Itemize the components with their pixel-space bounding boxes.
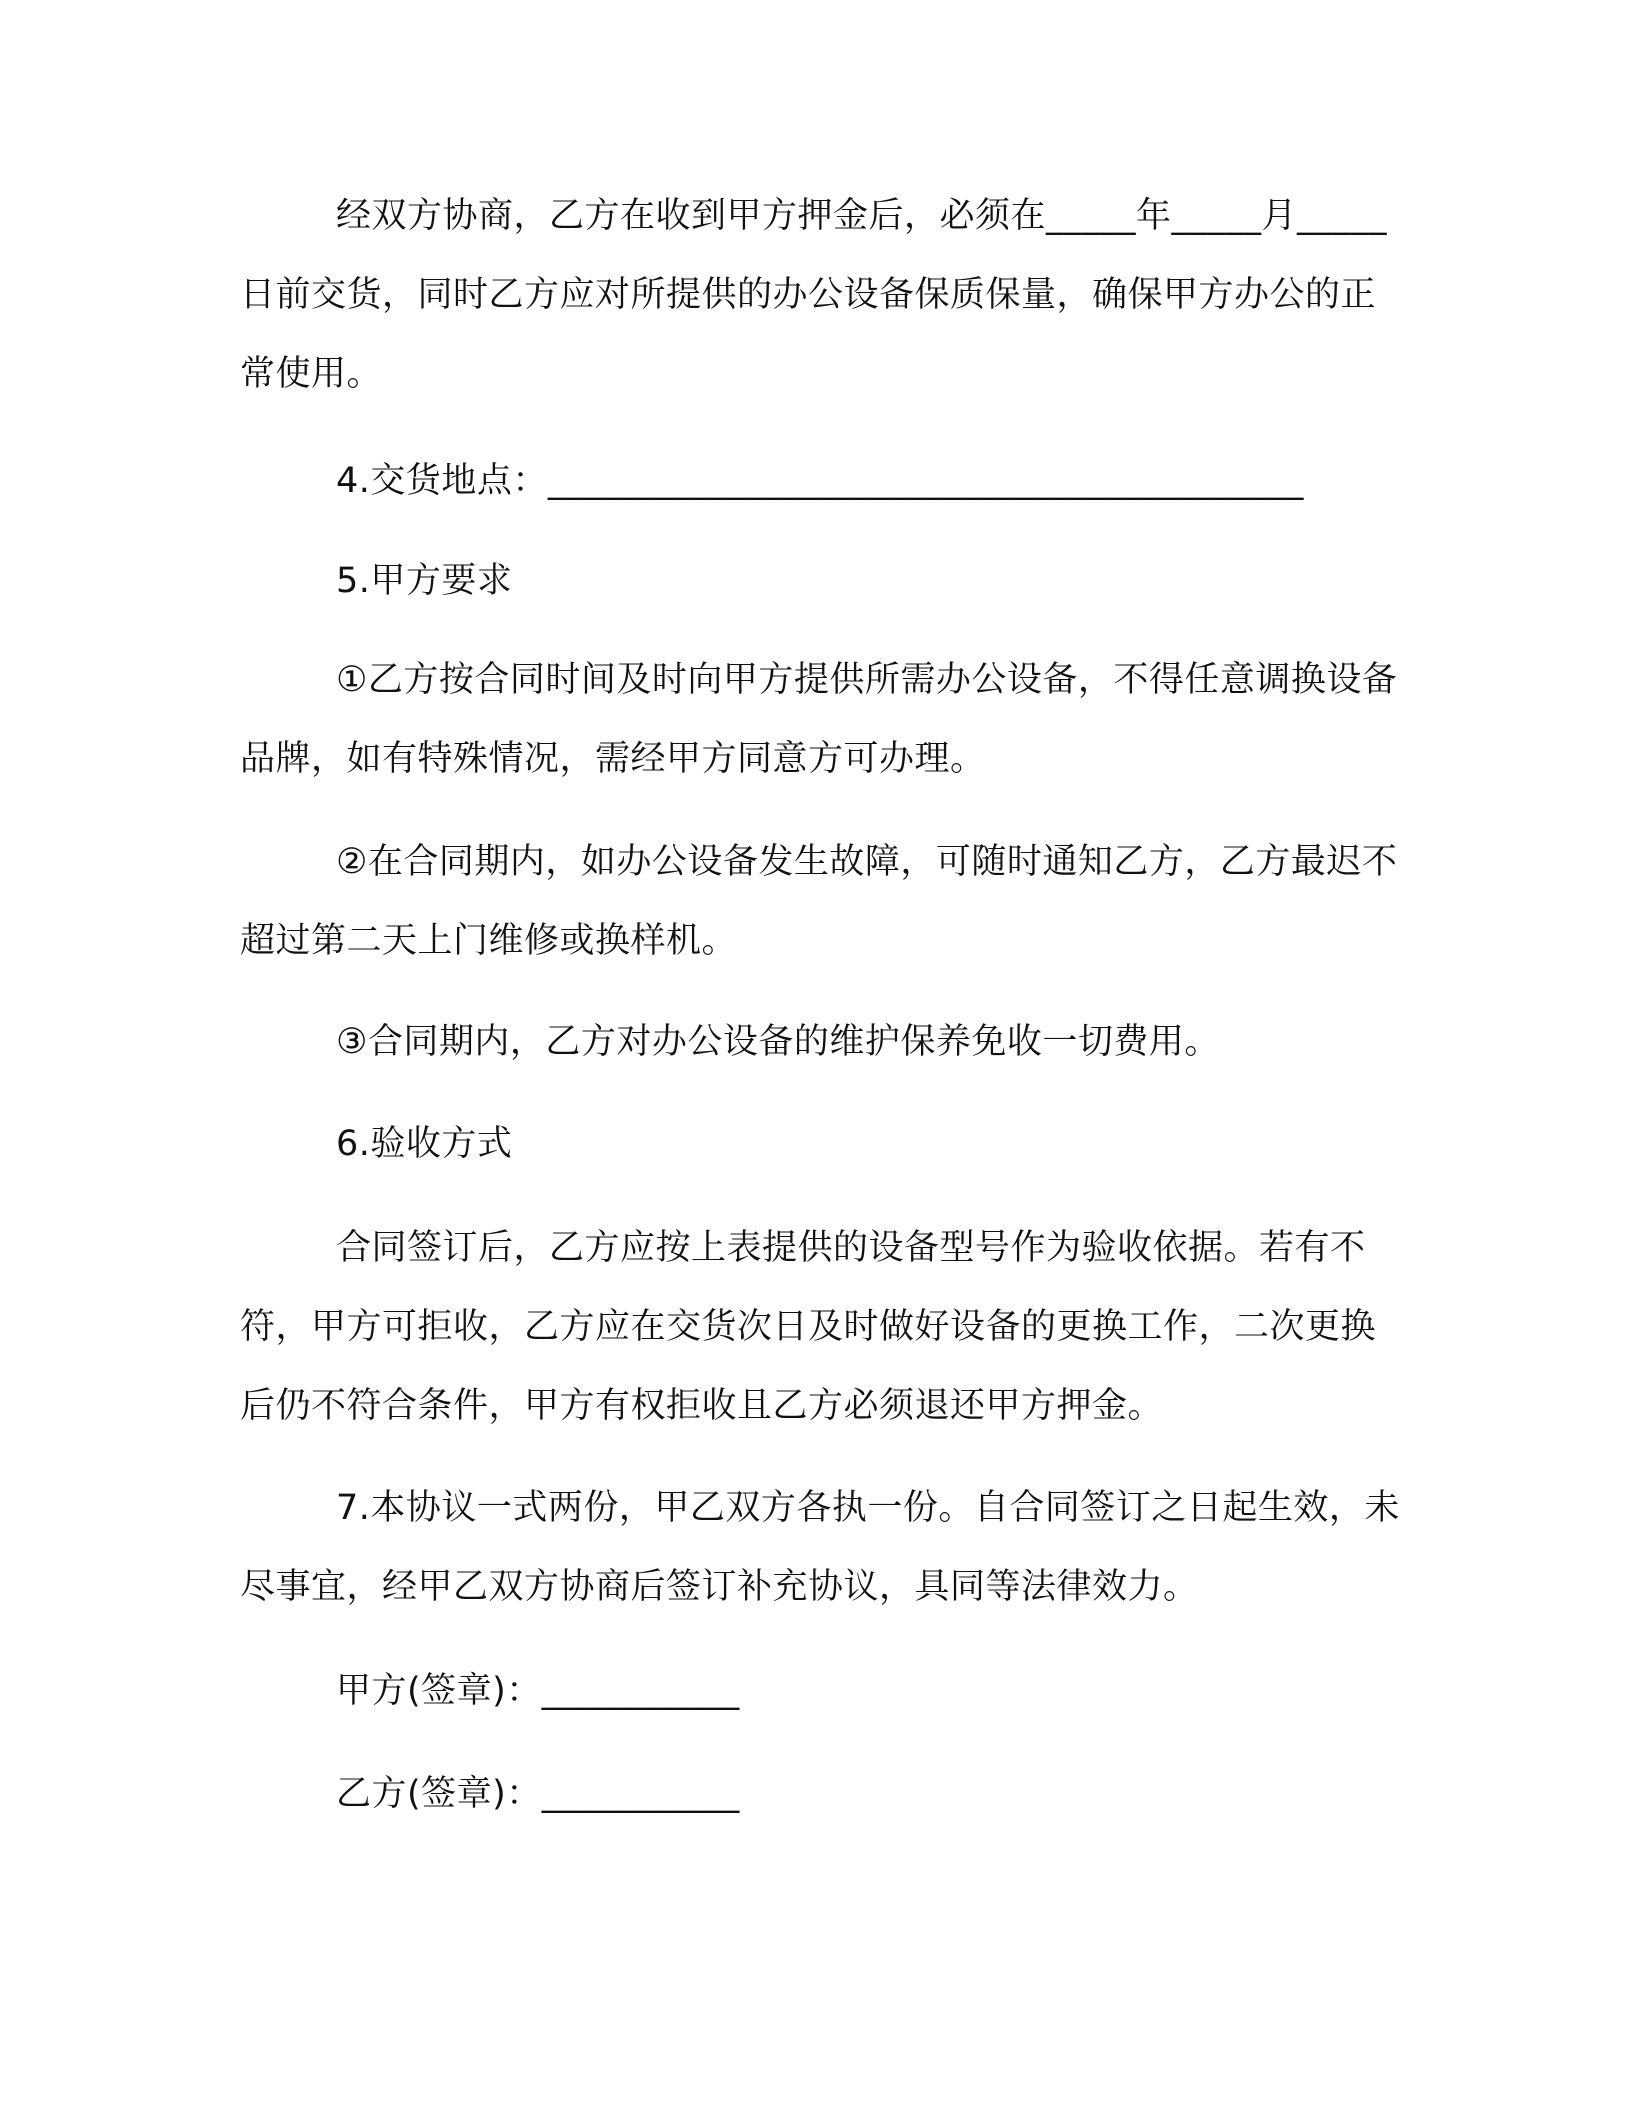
requirement-item-1: ①乙方按合同时间及时向甲方提供所需办公设备，不得任意调换设备品牌，如有特殊情况，需经甲方同意方可办理。 (240, 660, 1398, 779)
party-b-signature-line: 乙方(签章)：___________ (336, 1774, 740, 1814)
agreement-copies-paragraph: 7.本协议一式两份，甲乙双方各执一份。自合同签订之日起生效，未尽事宜，经甲乙双方协商后签订补充协议，具同等法律效力。 (240, 1488, 1400, 1607)
delivery-terms-paragraph: 经双方协商，乙方在收到甲方押金后，必须在_____年_____月_____日前交货，同时乙方应对所提供的办公设备保质保量，确保甲方办公的正常使用。 (240, 196, 1388, 394)
section-heading-party-a-requirements: 5.甲方要求 (336, 561, 513, 601)
section-heading-acceptance: 6.验收方式 (336, 1124, 513, 1164)
requirement-item-3: ③合同期内，乙方对办公设备的维护保养免收一切费用。 (336, 1022, 1220, 1062)
acceptance-paragraph: 合同签订后，乙方应按上表提供的设备型号作为验收依据。若有不符，甲方可拒收，乙方应在交货次日及时做好设备的更换工作，二次更换后仍不符合条件，甲方有权拒收且乙方必须退还甲方押金。 (240, 1228, 1377, 1426)
delivery-location-line: 4.交货地点：__________________________________________ (336, 461, 1304, 501)
party-a-signature-line: 甲方(签章)：___________ (336, 1671, 740, 1711)
requirement-item-2: ②在合同期内，如办公设备发生故障，可随时通知乙方，乙方最迟不超过第二天上门维修或换样机。 (240, 842, 1398, 961)
